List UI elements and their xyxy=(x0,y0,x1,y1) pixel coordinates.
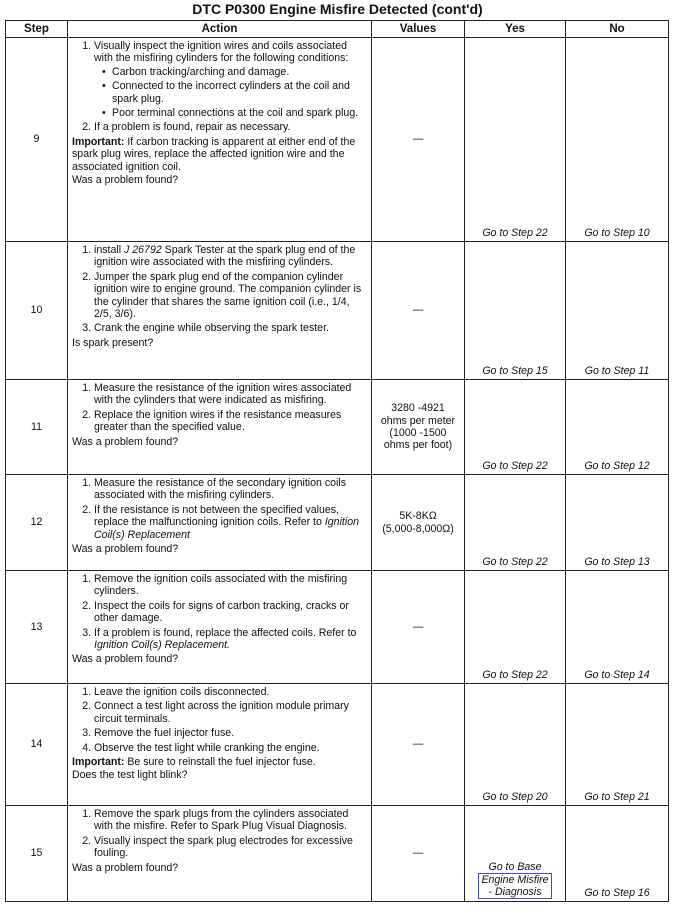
coil-resistance-spec: 5K-8KΩ xyxy=(399,510,437,523)
action-item-text: If a problem is found, replace the affected coils. Refer to xyxy=(94,626,357,639)
header-step: Step xyxy=(6,21,68,38)
action-cell xyxy=(68,571,372,684)
question: Was a problem found? xyxy=(72,543,179,556)
action-item: 1. Leave the ignition coils disconnected. xyxy=(94,686,367,698)
action-item-text: If the resistance is not between the specified values, replace the malfunctioning ignition coils. Refer to xyxy=(94,503,339,529)
action-item: 1. Measure the resistance of the secondary ignition coils associated with the misfiring cylinders. xyxy=(94,477,367,502)
table-row xyxy=(6,38,669,242)
important-note xyxy=(72,136,367,173)
action-item-text: Spark Tester at the spark plug end of the ignition wire associated with the misfiring cylinders. xyxy=(94,244,356,269)
no-cell: Go to Step 21 xyxy=(566,684,669,806)
procedure-reference: Ignition Coil(s) Replacement. xyxy=(94,639,231,652)
bullet-item: • Connected to the incorrect cylinders at the coil and spark plug. xyxy=(112,80,367,105)
values-cell: — xyxy=(372,806,465,902)
step-number: 13 xyxy=(6,571,68,684)
action-item-text: install xyxy=(94,244,125,256)
yes-cell xyxy=(465,806,566,902)
action-item: 2. Connect a test light across the ignition module primary circuit terminals. xyxy=(94,700,367,725)
table-row xyxy=(6,242,669,380)
yes-cell: Go to Step 20 xyxy=(465,684,566,806)
yes-cell: Go to Step 22 xyxy=(465,38,566,242)
step-number: 14 xyxy=(6,684,68,806)
no-cell: Go to Step 14 xyxy=(566,571,669,684)
header-no: No xyxy=(566,21,669,38)
important-note xyxy=(72,756,367,768)
action-cell xyxy=(68,242,372,380)
values-cell: — xyxy=(372,38,465,242)
action-item: 2. Replace the ignition wires if the resistance measures greater than the specified value. xyxy=(94,409,367,434)
yes-cell: Go to Step 22 xyxy=(465,380,566,475)
link-line: Engine Misfire xyxy=(481,874,549,886)
no-cell: Go to Step 12 xyxy=(566,380,669,475)
action-item: 2. If a problem is found, repair as necessary. xyxy=(94,121,367,133)
table-row xyxy=(6,475,669,571)
action-item xyxy=(94,627,367,652)
action-cell xyxy=(68,475,372,571)
action-item: 2. Inspect the coils for signs of carbon tracking, cracks or other damage. xyxy=(94,600,367,625)
action-item xyxy=(94,40,367,119)
important-text: Be sure to reinstall the fuel injector fuse. xyxy=(124,756,316,769)
step-number: 9 xyxy=(6,38,68,242)
step-number: 15 xyxy=(6,806,68,902)
page-title: DTC P0300 Engine Misfire Detected (cont'd) xyxy=(192,1,483,17)
action-item: 2. Visually inspect the spark plug electrodes for excessive fouling. xyxy=(94,835,367,860)
step-number: 10 xyxy=(6,242,68,380)
table-row xyxy=(6,571,669,684)
question: Does the test light blink? xyxy=(72,769,188,782)
question: Is spark present? xyxy=(72,336,154,349)
action-cell xyxy=(68,380,372,475)
important-label: Important: xyxy=(72,756,125,769)
table-row xyxy=(6,684,669,806)
no-cell: Go to Step 11 xyxy=(566,242,669,380)
tool-reference: J 26792 xyxy=(124,244,162,256)
question: Was a problem found? xyxy=(72,174,179,187)
action-item: 1. Remove the ignition coils associated with the misfiring cylinders. xyxy=(94,573,367,598)
action-item: 3. Crank the engine while observing the spark tester. xyxy=(94,322,367,334)
link-line: - Diagnosis xyxy=(488,886,542,898)
action-item: 3. Remove the fuel injector fuse. xyxy=(94,727,367,739)
yes-go-to xyxy=(465,861,565,873)
action-item: 4. Observe the test light while cranking the engine. xyxy=(94,742,367,754)
header-yes: Yes xyxy=(465,21,566,38)
yes-cell: Go to Step 15 xyxy=(465,242,566,380)
step-number: 11 xyxy=(6,380,68,475)
procedure-reference: Ignition Coil(s) Replacement xyxy=(94,516,360,541)
values-cell: — xyxy=(372,242,465,380)
resistance-spec: 3280 -4921 ohms per meter (1000 -1500 ohms per foot) xyxy=(380,402,456,452)
values-cell: — xyxy=(372,684,465,806)
no-cell: Go to Step 16 xyxy=(566,806,669,902)
diagnostic-table xyxy=(5,20,669,902)
values-cell: — xyxy=(372,571,465,684)
bullet-item: • Poor terminal connections at the coil and spark plug. xyxy=(112,107,367,119)
no-cell: Go to Step 10 xyxy=(566,38,669,242)
question: Was a problem found? xyxy=(72,861,179,874)
yes-prefix: Go to xyxy=(488,860,518,873)
table-row xyxy=(6,380,669,475)
important-label: Important: xyxy=(72,135,125,148)
yes-cell: Go to Step 22 xyxy=(465,571,566,684)
header-values: Values xyxy=(372,21,465,38)
question: Was a problem found? xyxy=(72,435,179,448)
action-cell xyxy=(68,684,372,806)
values-cell xyxy=(372,475,465,571)
yes-cell: Go to Step 22 xyxy=(465,475,566,571)
bullet-item: • Carbon tracking/arching and damage. xyxy=(112,66,367,78)
action-item: 2. Jumper the spark plug end of the companion cylinder ignition wire to engine ground. The companion cylinder is the cylinder that shares the same ignition coil (i.e., 1/4, 2/5, 3/6). xyxy=(94,271,367,321)
action-item xyxy=(94,504,367,541)
coil-resistance-spec-ohms: (5,000-8,000Ω) xyxy=(382,522,454,535)
header-action: Action xyxy=(68,21,372,38)
action-item: 1. Measure the resistance of the ignition wires associated with the cylinders that were indicated as misfiring. xyxy=(94,382,367,407)
step-number: 12 xyxy=(6,475,68,571)
important-text: If carbon tracking is apparent at either end of the spark plug wires, replace the affected ignition wire and the associated ignition coil. xyxy=(72,135,356,173)
action-cell xyxy=(68,38,372,242)
base-misfire-link-part1[interactable]: Base xyxy=(517,860,542,873)
action-cell xyxy=(68,806,372,902)
no-cell: Go to Step 13 xyxy=(566,475,669,571)
engine-misfire-diagnosis-link[interactable] xyxy=(478,873,551,899)
action-item xyxy=(94,244,367,269)
action-item-text: Visually inspect the ignition wires and coils associated with the misfiring cylinders for the following conditions: xyxy=(94,40,349,65)
table-header-row xyxy=(6,21,669,38)
question: Was a problem found? xyxy=(72,653,179,666)
action-item: 1. Remove the spark plugs from the cylinders associated with the misfire. Refer to Spark Plug Visual Diagnosis. xyxy=(94,808,367,833)
table-row xyxy=(6,806,669,902)
values-cell xyxy=(372,380,465,475)
